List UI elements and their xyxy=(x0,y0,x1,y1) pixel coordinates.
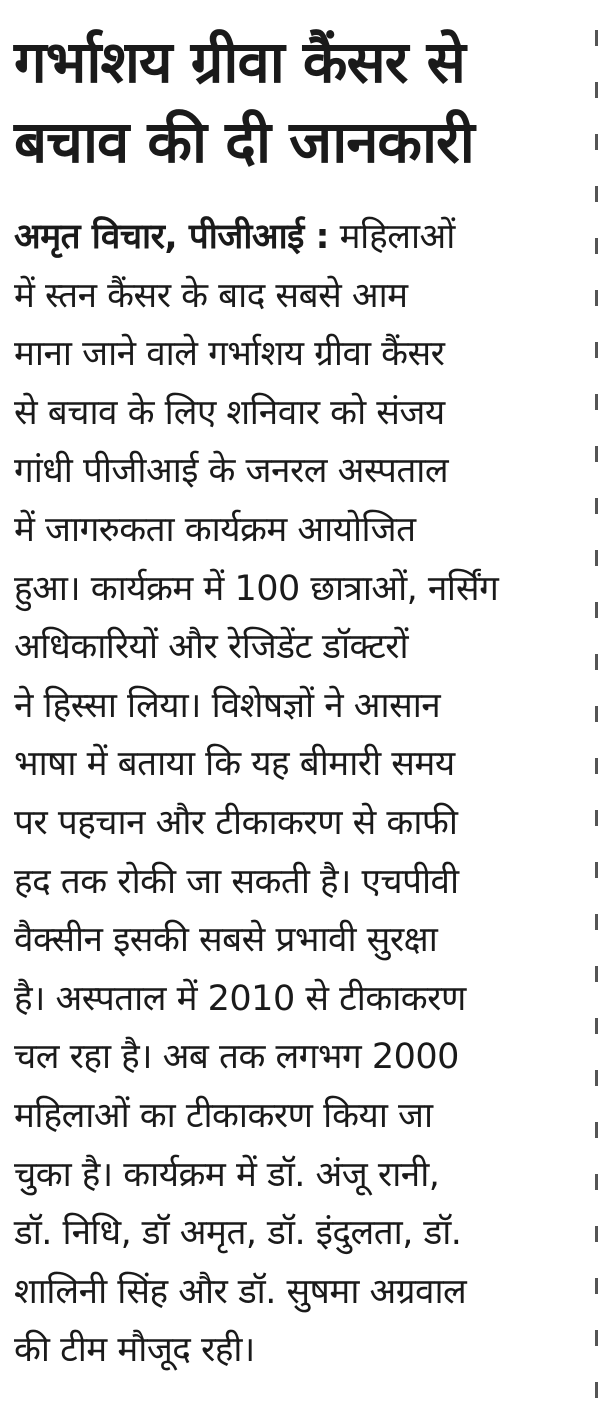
body-line: भाषा में बताया कि यह बीमारी समय xyxy=(14,744,455,785)
body-line: डॉ. निधि, डॉ अमृत, डॉ. इंदुलता, डॉ. xyxy=(14,1213,462,1254)
body-line: पर पहचान और टीकाकरण से काफी xyxy=(14,802,458,843)
column-divider-rule xyxy=(595,30,598,1410)
body-line: चल रहा है। अब तक लगभग 2000 xyxy=(14,1037,459,1078)
article-headline xyxy=(14,22,579,182)
body-line: है। अस्पताल में 2010 से टीकाकरण xyxy=(14,978,466,1019)
body-line: माना जाने वाले गर्भाशय ग्रीवा कैंसर xyxy=(14,334,445,375)
body-line: की टीम मौजूद रही। xyxy=(14,1330,255,1371)
body-line: में जागरुकता कार्यक्रम आयोजित xyxy=(14,509,416,550)
body-line: हुआ। कार्यक्रम में 100 छात्राओं, नर्सिंग xyxy=(14,568,499,609)
body-line: चुका है। कार्यक्रम में डॉ. अंजू रानी, xyxy=(14,1154,440,1195)
body-line: में स्तन कैंसर के बाद सबसे आम xyxy=(14,275,408,316)
body-line: हद तक रोकी जा सकती है। एचपीवी xyxy=(14,861,459,902)
body-line: ने हिस्सा लिया। विशेषज्ञों ने आसान xyxy=(14,685,441,726)
body-line: से बचाव के लिए शनिवार को संजय xyxy=(14,392,445,433)
headline-line: बचाव की दी जानकारी xyxy=(14,108,474,176)
headline-line: गर्भाशय ग्रीवा कैंसर से xyxy=(14,28,465,96)
body-line: शालिनी सिंह और डॉ. सुषमा अग्रवाल xyxy=(14,1271,467,1312)
body-line: अधिकारियों और रेजिडेंट डॉक्टरों xyxy=(14,627,409,668)
body-line: वैक्सीन इसकी सबसे प्रभावी सुरक्षा xyxy=(14,920,438,961)
body-line xyxy=(14,208,579,267)
article-byline: अमृत विचार, पीजीआई : xyxy=(14,217,330,257)
body-line: महिलाओं का टीकाकरण किया जा xyxy=(14,1095,433,1136)
body-line-text: महिलाओं xyxy=(329,217,455,257)
body-line: गांधी पीजीआई के जनरल अस्पताल xyxy=(14,451,449,492)
article-body xyxy=(14,208,579,1380)
